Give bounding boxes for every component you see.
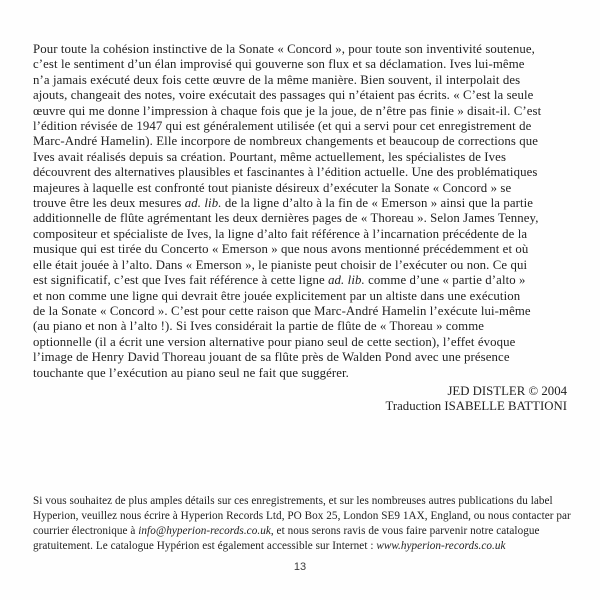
text-segment: Pour toute la cohésion instinctive de la Sonate « Concord », pour toute son inventivité soutenue,	[33, 42, 535, 56]
text-line	[33, 104, 573, 119]
text-line	[33, 335, 573, 350]
text-line	[33, 366, 573, 381]
text-line	[33, 242, 573, 257]
text-line	[33, 73, 573, 88]
text-segment: ajouts, changeait des notes, voire exécutait des passages qui n’étaient pas écrits. « C’est la seule	[33, 88, 534, 103]
text-line	[33, 181, 573, 196]
text-segment: Hyperion, veuillez nous écrire à Hyperion Records Ltd, PO Box 25, London SE9 1AX, England, ou nous contacter par	[33, 510, 571, 522]
text-line	[33, 350, 573, 365]
text-segment: de la Sonate « Concord ». C’est pour cette raison que Marc-André Hamelin l’exécute lui-même	[33, 303, 531, 318]
text-segment: additionnelle de flûte agrémentant les deux dernières pages de « Thoreau ». Selon James Tenney,	[33, 211, 539, 226]
text-segment: Si vous souhaitez de plus amples détails sur ces enregistrements, et sur les nombreuses autres publications du label	[33, 495, 553, 507]
text-line	[33, 150, 573, 165]
italic-text-segment: ad. lib.	[184, 196, 222, 211]
page-number: 13	[293, 561, 307, 573]
text-segment: et non comme une ligne qui devrait être jouée explicitement par un altiste dans une exécution	[33, 288, 521, 303]
text-line	[33, 227, 573, 242]
text-segment: est significatif, c’est que Ives fait référence à cette ligne	[33, 273, 329, 288]
text-segment: optionnelle (il a écrit une version alternative pour piano seul de cette section), l’effet évoque	[33, 334, 516, 349]
text-line	[33, 88, 573, 103]
text-segment: , et nous serons ravis de vous faire parvenir notre catalogue	[270, 525, 540, 537]
footer-contact-text	[33, 494, 578, 554]
text-segment: majeures à laquelle est confronté tout pianiste désireux d’exécuter la Sonate « Concord » se	[33, 180, 512, 195]
text-line	[33, 57, 573, 72]
text-line	[33, 304, 573, 319]
text-line	[33, 524, 578, 539]
article-text	[33, 42, 573, 381]
text-segment: de la ligne d’alto à la fin de « Emerson » ainsi que la partie	[221, 196, 534, 211]
text-segment: Marc-André Hamelin). Elle incorpore de nombreux changements et beaucoup de corrections que	[33, 134, 539, 149]
text-segment: gratuitement. Le catalogue Hypérion est également accessible sur Internet :	[33, 540, 377, 552]
text-segment: compositeur et spécialiste de Ives, la ligne d’alto fait référence à l’incarnation précédente de la	[33, 226, 528, 241]
text-line	[33, 494, 578, 509]
text-line	[33, 539, 578, 554]
italic-text-segment: www.hyperion-records.co.uk	[376, 540, 506, 552]
text-line	[33, 273, 573, 288]
text-segment: Ives avait réalisés depuis sa création. Pourtant, même actuellement, les spécialistes de Ives	[33, 149, 507, 164]
signature-block	[385, 384, 567, 413]
text-line	[33, 211, 573, 226]
text-line	[33, 509, 578, 524]
text-segment: découvrent des alternatives plausibles et fascinantes à l’édition actuelle. Une des problématiques	[33, 165, 538, 180]
text-line	[33, 119, 573, 134]
text-segment: musique qui est tirée du Concerto « Emerson » que nous avons mentionné précédemment et où	[33, 242, 529, 257]
text-segment: œuvre qui me donne l’impression à chaque fois que je la joue, de n’être pas finie » disait-il. C’est	[33, 103, 542, 118]
text-line	[33, 134, 573, 149]
text-segment: c’est le sentiment d’un élan improvisé qui gouverne son flux et sa déclamation. Ives lui-même	[33, 57, 525, 72]
italic-text-segment: info@hyperion-records.co.uk	[138, 525, 271, 537]
text-segment: comme d’une « partie d’alto »	[364, 273, 526, 288]
text-segment: trouve être les deux mesures	[33, 196, 185, 211]
translator-credit: Traduction ISABELLE BATTIONI	[385, 398, 567, 413]
text-line	[33, 42, 573, 57]
text-segment: l’édition révisée de 1947 qui est généralement utilisée (et qui a servi pour cet enregistrement de	[33, 119, 532, 134]
text-segment: n’a jamais exécuté deux fois cette œuvre de la même manière. Bien souvent, il interpolait des	[33, 72, 521, 87]
text-segment: (au piano et non à l’alto !). Si Ives considérait la partie de flûte de « Thoreau » comme	[33, 319, 485, 334]
text-line	[33, 165, 573, 180]
italic-text-segment: ad. lib.	[328, 273, 365, 288]
text-segment: touchante que l’exécution au piano seul ne fait que suggérer.	[33, 365, 349, 380]
author-credit: JED DISTLER © 2004	[447, 384, 567, 398]
text-line	[33, 319, 573, 334]
text-line	[33, 196, 573, 211]
text-line	[33, 258, 573, 273]
text-line	[33, 289, 573, 304]
text-segment: l’image de Henry David Thoreau jouant de sa flûte près de Walden Pond avec une présence	[33, 350, 510, 365]
text-segment: courrier électronique à	[33, 525, 139, 537]
text-segment: elle était jouée à l’alto. Dans « Emerson », le pianiste peut choisir de l’exécuter ou non. Ce qui	[33, 257, 528, 272]
